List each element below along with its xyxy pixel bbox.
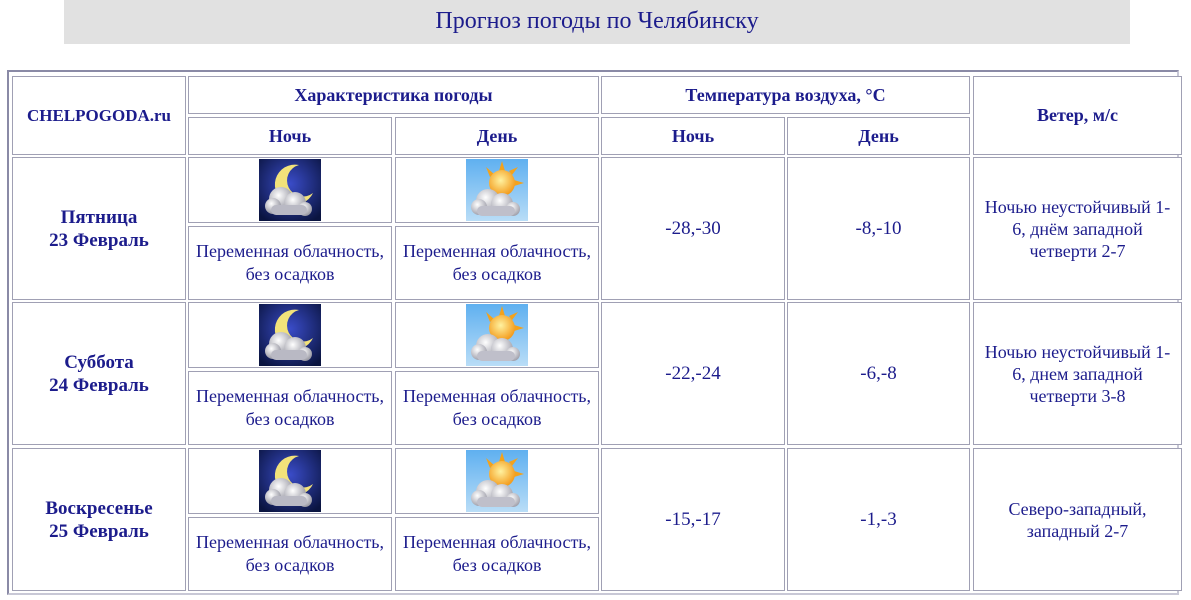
row-night-desc: Переменная облачность, без осадков — [188, 371, 392, 445]
row-temp-night: -15,-17 — [601, 448, 785, 591]
row-day-desc: Переменная облачность, без осадков — [395, 371, 599, 445]
night-partly-cloudy-icon — [259, 159, 321, 221]
day-partly-cloudy-icon — [466, 450, 528, 512]
row-wind: Ночью неустойчивый 1-6, днём западной четверти 2-7 — [973, 157, 1182, 300]
row-night-icon-cell — [188, 302, 392, 368]
row-night-icon-cell — [188, 448, 392, 514]
row-weekday: Воскресенье — [45, 497, 153, 519]
subheader-temp-day: День — [787, 117, 970, 155]
row-temp-day: -6,-8 — [787, 302, 970, 445]
row-weekday: Суббота — [64, 351, 134, 373]
row-day-icon-cell — [395, 302, 599, 368]
header-temperature: Температура воздуха, °C — [601, 76, 970, 114]
row-wind: Северо-западный, западный 2-7 — [973, 448, 1182, 591]
row-temp-night: -28,-30 — [601, 157, 785, 300]
page-title: Прогноз погоды по Челябинску — [64, 0, 1130, 44]
night-partly-cloudy-icon — [259, 304, 321, 366]
row-date — [12, 448, 186, 591]
row-date-label: 25 Февраль — [49, 520, 149, 542]
row-wind: Ночью неустойчивый 1-6, днем западной четверти 3-8 — [973, 302, 1182, 445]
row-night-icon-cell — [188, 157, 392, 223]
day-partly-cloudy-icon — [466, 159, 528, 221]
header-weather: Характеристика погоды — [188, 76, 599, 114]
row-temp-night: -22,-24 — [601, 302, 785, 445]
row-date — [12, 302, 186, 445]
subheader-weather-night: Ночь — [188, 117, 392, 155]
row-date-label: 24 Февраль — [49, 374, 149, 396]
row-night-desc: Переменная облачность, без осадков — [188, 226, 392, 300]
row-night-desc: Переменная облачность, без осадков — [188, 517, 392, 591]
row-date — [12, 157, 186, 300]
header-wind: Ветер, м/с — [973, 76, 1182, 155]
night-partly-cloudy-icon — [259, 450, 321, 512]
row-temp-day: -8,-10 — [787, 157, 970, 300]
subheader-weather-day: День — [395, 117, 599, 155]
brand-label: CHELPOGODA.ru — [12, 76, 186, 155]
row-day-desc: Переменная облачность, без осадков — [395, 226, 599, 300]
row-temp-day: -1,-3 — [787, 448, 970, 591]
row-date-label: 23 Февраль — [49, 229, 149, 251]
row-day-icon-cell — [395, 157, 599, 223]
row-day-icon-cell — [395, 448, 599, 514]
day-partly-cloudy-icon — [466, 304, 528, 366]
row-day-desc: Переменная облачность, без осадков — [395, 517, 599, 591]
subheader-temp-night: Ночь — [601, 117, 785, 155]
row-weekday: Пятница — [60, 206, 138, 228]
